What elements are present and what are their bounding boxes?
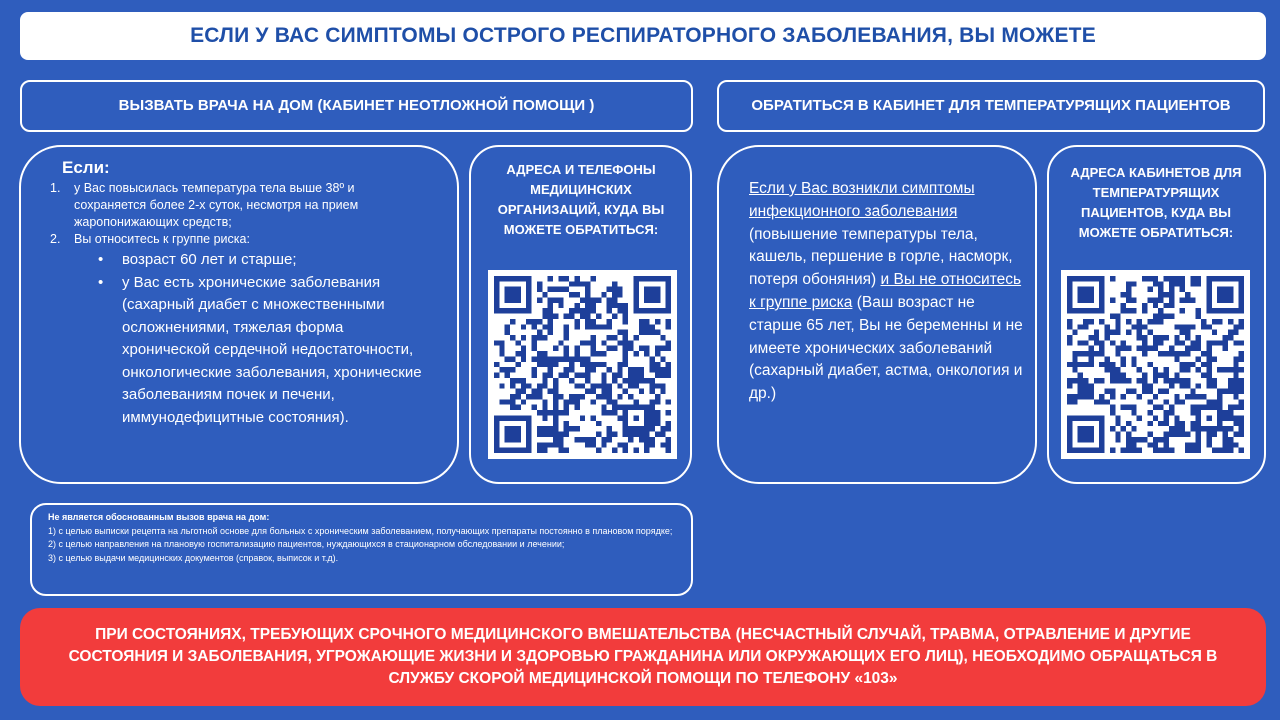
symptoms-text-plain: (повышение температуры тела, кашель, першение в горле, насморк, потеря обоняния) xyxy=(749,225,1013,289)
home-doctor-header xyxy=(20,80,693,132)
condition-text: у Вас повысилась температура тела выше 38º и сохраняется более 2-х суток, несмотря на прием жаропонижающих средств; xyxy=(74,181,359,229)
page-title-bar xyxy=(20,12,1266,60)
risk-item-text: возраст 60 лет и старше; xyxy=(122,251,297,268)
condition-item xyxy=(50,180,430,231)
qr-code-icon[interactable] xyxy=(488,270,677,459)
note-item: 1) с целью выписки рецепта на льготной основе для больных с хроническим заболеванием, получающих препараты постоянно в плановом порядке; xyxy=(48,525,673,536)
left-qr-title: АДРЕСА И ТЕЛЕФОНЫ МЕДИЦИНСКИХ ОРГАНИЗАЦИЙ, КУДА ВЫ МОЖЕТЕ ОБРАТИТЬСЯ: xyxy=(497,162,665,237)
symptoms-text-underlined: Если у Вас возникли симптомы инфекционного заболевания xyxy=(749,180,975,220)
emergency-alert-text: ПРИ СОСТОЯНИЯХ, ТРЕБУЮЩИХ СРОЧНОГО МЕДИЦИНСКОГО ВМЕШАТЕЛЬСТВА (НЕСЧАСТНЫЙ СЛУЧАЙ, ТРАВМА, ОТРАВЛЕНИЕ И ДРУГИЕ СОСТОЯНИЯ И ЗАБОЛЕВАНИЯ, УГРОЖАЮЩИЕ ЖИЗНИ И ЗДОРОВЬЮ ГРАЖДАНИНА ИЛИ ОКРУЖАЮЩИХ ЕГО ЛИЦ), НЕОБХОДИМО ОБРАЩАТЬСЯ В СЛУЖБУ СКОРОЙ МЕДИЦИНСКОЙ ПОМОЩИ ПО ТЕЛЕФОНУ «103» xyxy=(68,626,1218,687)
risk-item-text: у Вас есть хронические заболевания (сахарный диабет с множественными осложнениями, тяжелая форма хронической сердечной недостаточности, онкологические заболевания, хронические заболеваниям почек и печени, иммунодефицитные состояния). xyxy=(122,273,422,426)
risk-group-underlined: и Вы не относитесь к группе риска xyxy=(749,271,1022,311)
risk-item xyxy=(98,272,433,430)
condition-text: Вы относитесь к группе риска: xyxy=(74,232,250,246)
page-title: ЕСЛИ У ВАС СИМПТОМЫ ОСТРОГО РЕСПИРАТОРНОГО ЗАБОЛЕВАНИЯ, ВЫ МОЖЕТЕ xyxy=(190,24,1096,47)
condition-item xyxy=(50,231,430,248)
condition-number: 1. xyxy=(50,181,61,195)
note-item: 2) с целью направления на плановую госпитализацию пациентов, нуждающихся в стационарном обследовании и лечении; xyxy=(48,539,565,550)
right-qr-title: АДРЕСА КАБИНЕТОВ ДЛЯ ТЕМПЕРАТУРЯЩИХ ПАЦИЕНТОВ, КУДА ВЫ МОЖЕТЕ ОБРАТИТЬСЯ: xyxy=(1070,165,1242,240)
fever-office-header-text: ОБРАТИТЬСЯ В КАБИНЕТ ДЛЯ ТЕМПЕРАТУРЯЩИХ ПАЦИЕНТОВ xyxy=(751,97,1231,114)
risk-group-details: (Ваш возраст не старше 65 лет, Вы не беременны и не имеете хронических заболеваний (сахарный диабет, астма, онкология и др.) xyxy=(749,293,1023,403)
conditions-list xyxy=(50,180,430,248)
condition-number: 2. xyxy=(50,232,61,246)
bullet-icon: • xyxy=(98,251,104,268)
conditions-heading: Если: xyxy=(62,158,110,177)
fever-office-header xyxy=(717,80,1265,132)
not-justified-note xyxy=(30,503,693,596)
risk-group-list xyxy=(98,249,433,429)
qr-code-icon[interactable] xyxy=(1061,270,1250,459)
bullet-icon: • xyxy=(98,273,104,291)
note-title: Не является обоснованным вызов врача на дом: xyxy=(48,512,270,522)
symptoms-text xyxy=(749,178,1031,406)
home-doctor-header-text: ВЫЗВАТЬ ВРАЧА НА ДОМ (КАБИНЕТ НЕОТЛОЖНОЙ ПОМОЩИ ) xyxy=(118,97,595,114)
emergency-alert xyxy=(20,608,1266,706)
note-item: 3) с целью выдачи медицинских документов (справок, выписок и т.д). xyxy=(48,552,339,563)
risk-item xyxy=(98,249,433,272)
